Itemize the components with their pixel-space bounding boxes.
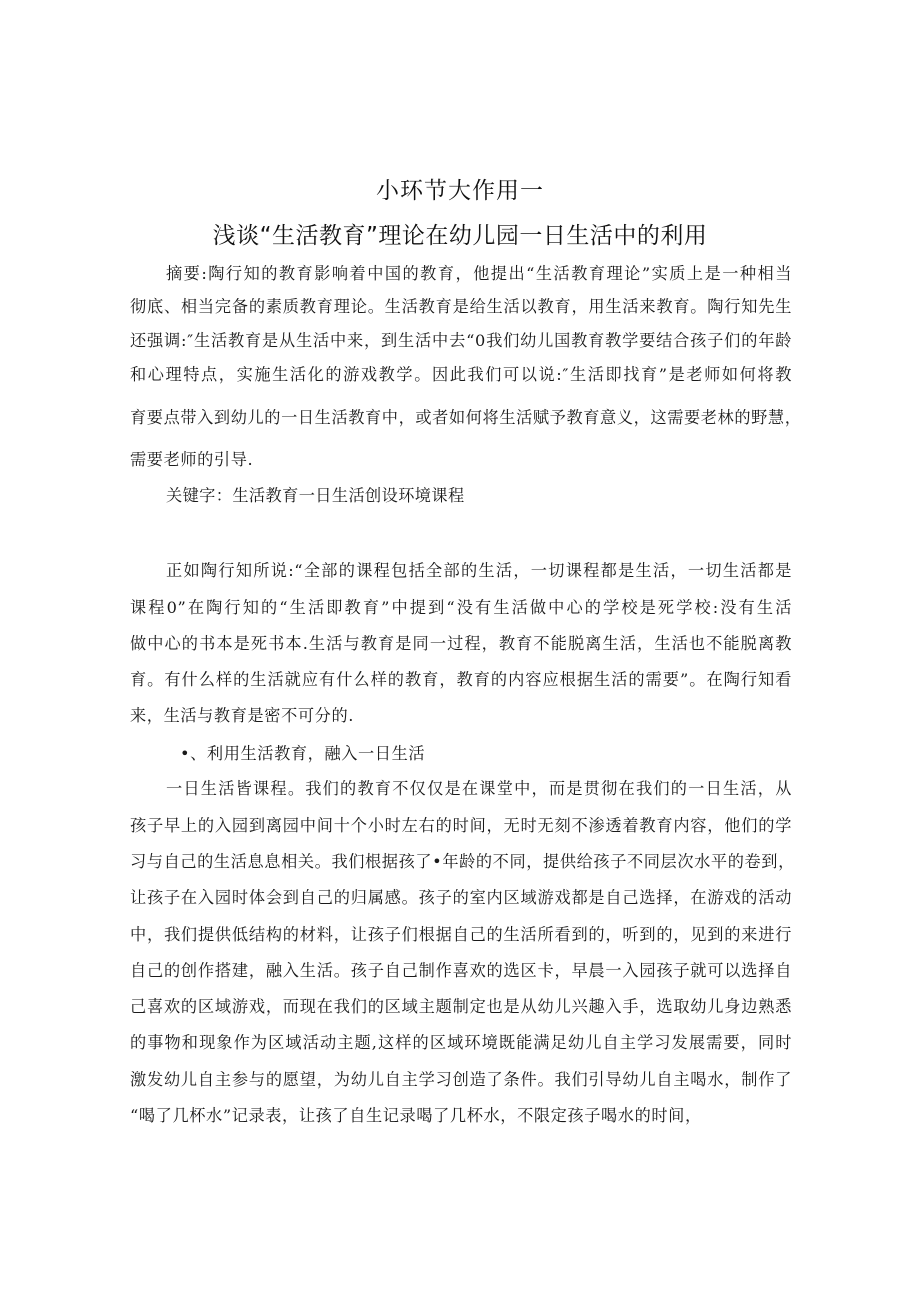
intro-line: 做中心的书本是死书本.生活与教育是同一过程，教育不能脱离生活，生活也不能脱离教 (130, 634, 792, 653)
section-line: 自己的创作搭建，融入生活。孩子自己制作喜欢的选区卡，早晨一入园孩子就可以选择自 (130, 961, 792, 980)
section-line: 一日生活皆课程。我们的教育不仅仅是在课堂中，而是贯彻在我们的一日生活，从 (166, 779, 792, 798)
section-line: 己喜欢的区域游戏，而现在我们的区域主题制定也是从幼儿兴趣入手，选取幼儿身边熟悉 (130, 997, 792, 1016)
abstract-line: 需要老师的引导. (130, 450, 254, 469)
intro-line: 课程0”在陶行知的“生活即教育”中提到“没有生活做中心的学校是死学校:没有生活 (130, 598, 792, 617)
abstract-line: 还强调:″生活教育是从生活中来，到生活中去“0我们幼儿国教育教学要结合孩子们的年龄 (130, 331, 792, 350)
keywords: 关键字：生活教育一日生活创设环境课程 (166, 486, 465, 505)
section-line: 中，我们提供低结构的材料，让孩子们根据自己的生活所看到的，听到的，见到的来进行 (130, 925, 792, 944)
document-title: 小环节大作用一 (376, 178, 544, 204)
section-heading: •、利用生活教育，融入一日生活 (180, 744, 426, 763)
section-line: 孩子早上的入园到离园中间十个小时左右的时间，无时无刻不渗透着教育内容，他们的学 (130, 816, 792, 835)
section-line: “喝了几杯水”记录表，让孩了自生记录喝了几杯水，不限定孩子喝水的时间， (130, 1106, 702, 1125)
document-subtitle: 浅谈“生活教育”理论在幼儿园一日生活中的利用 (212, 223, 708, 249)
section-line: 让孩子在入园时体会到自己的归属感。孩子的室内区域游戏都是自己选择，在游戏的活动 (130, 888, 792, 907)
section-line: 激发幼儿自主参与的愿望，为幼儿自主学习创造了条件。我们引导幼儿自主喝水，制作了 (130, 1070, 792, 1089)
abstract-line: 育要点带入到幼儿的一日生活教育中，或者如何将生活赋予教育意义，这需要老林的野慧， (130, 408, 802, 427)
abstract-line: 摘要:陶行知的教育影响着中国的教育，他提出“生活教育理论”实质上是一种相当 (166, 264, 792, 283)
intro-line: 正如陶行知所说:“全部的课程包括全部的生活，一切课程都是生活，一切生活都是 (166, 561, 792, 580)
section-line: 习与自己的生活息息相关。我们根据孩了•年龄的不同，提供给孩子不同层次水平的卷到， (130, 852, 795, 871)
abstract-line: 彻底、相当完备的素质教育理论。生活教育是给生活以教育，用生活来教育。陶行知先生 (130, 297, 792, 316)
intro-line: 育。有什么样的生活就应有什么样的教育，教育的内容应根据生活的需要”。在陶行知看 (130, 670, 792, 689)
intro-line: 来，生活与教育是密不可分的. (130, 706, 354, 725)
abstract-line: 和心理特点，实施生活化的游戏教学。因此我们可以说:″生活即找育”是老师如何将教 (130, 365, 792, 384)
section-line: 的事物和现象作为区域活动主题,这样的区域环境既能满足幼儿自主学习发展需要，同时 (130, 1033, 792, 1052)
